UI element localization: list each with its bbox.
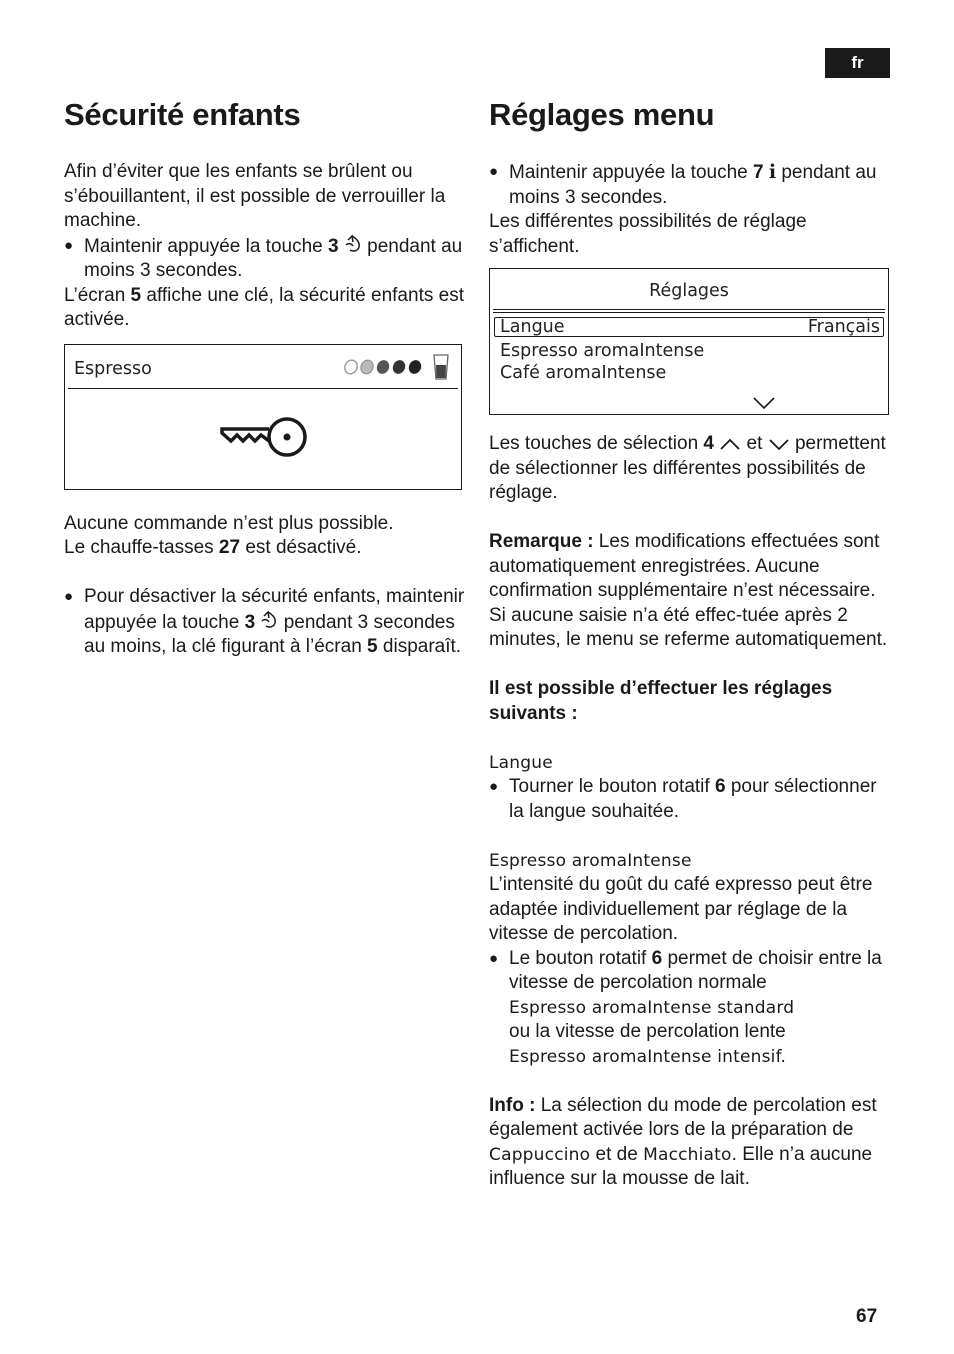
cup-warmer-text: Le chauffe-tasses 27 est désactivé. — [64, 537, 362, 558]
display-screen-settings — [489, 268, 889, 415]
chevron-down-icon — [768, 437, 790, 451]
key-icon — [219, 415, 309, 459]
left-column — [64, 96, 466, 660]
chevron-up-icon — [719, 437, 741, 451]
page-number: 67 — [856, 1306, 878, 1327]
coffee-strength-beans-icon — [343, 359, 425, 375]
display-divider — [68, 388, 458, 389]
info-paragraph: Info : La sélection du mode de percolation est également activée lors de la préparation de Cappuccino et de Macchiato. Elle n’a aucune influence sur la mousse de lait. — [489, 1094, 877, 1189]
cup-size-icon — [433, 354, 449, 380]
espresso-bullet: ● Le bouton rotatif 6 permet de choisir entre la vitesse de percolation normale Espresso aromaIntense standard ou la vitesse de percolation lente Espresso aromaIntense intensif. — [489, 947, 891, 1070]
child-safety-bullet-activate: ● Maintenir appuyée la touche 3 pendant au moins 3 secondes. — [64, 234, 466, 284]
language-code: fr — [851, 53, 864, 72]
settings-shown-text: Les différentes possibilités de réglage s’affichent. — [489, 211, 807, 257]
langue-bullet: ● Tourner le bouton rotatif 6 pour sélectionner la langue souhaitée. — [489, 775, 891, 824]
child-safety-heading: Sécurité enfants — [64, 97, 301, 132]
child-safety-intro: Afin d’éviter que les enfants se brûlent ou s’ébouillantent, il est possible de verrouiller la machine. — [64, 161, 446, 231]
remark-paragraph: Remarque : Les modifications effectuées sont automatiquement enregistrées. Aucune confirmation supplémentaire n’est nécessaire. Si aucune saisie n’a été effec-tuée après 2 minutes, le menu se referme automatiquement. — [489, 531, 888, 650]
child-safety-bullet-deactivate: ● Pour désactiver la sécurité enfants, maintenir appuyée la touche 3 pendant 3 secondes au moins, la clé figurant à l’écran 5 disparaît. — [64, 585, 466, 660]
setting-value: Français — [807, 316, 880, 337]
child-lock-button-icon — [260, 610, 278, 630]
chevron-down-icon — [752, 396, 776, 410]
selected-setting-row — [494, 317, 884, 337]
right-column — [489, 96, 891, 1192]
language-badge — [825, 48, 890, 78]
child-lock-button-icon — [344, 234, 362, 254]
selection-keys-text: Les touches de sélection 4 et permettent de sélectionner les différentes possibilités de réglage. — [489, 433, 886, 503]
langue-label: Langue — [489, 752, 553, 773]
espresso-text: L’intensité du goût du café expresso peut être adaptée individuellement par réglage de la vitesse de percolation. — [489, 874, 873, 944]
menu-bullet-open: ● Maintenir appuyée la touche 7 i pendant au moins 3 secondes. — [489, 160, 891, 210]
possible-settings-heading: Il est possible d’effectuer les réglages suivants : — [489, 678, 833, 724]
setting-row: Espresso aromaIntense — [500, 341, 705, 361]
no-command-text: Aucune commande n’est plus possible. — [64, 512, 394, 534]
info-key-glyph: i — [768, 161, 777, 183]
display-title: Espresso — [74, 358, 152, 379]
setting-name: Langue — [500, 316, 565, 337]
menu-settings-heading: Réglages menu — [489, 97, 715, 132]
display-screen-child-lock — [64, 344, 462, 490]
display-divider — [493, 309, 885, 310]
display-title: Réglages — [649, 281, 729, 301]
espresso-label: Espresso aromaIntense — [489, 850, 692, 871]
setting-row: Café aromaIntense — [500, 363, 667, 383]
screen-key-note: L’écran 5 affiche une clé, la sécurité enfants est activée. — [64, 284, 464, 330]
display-divider — [493, 312, 885, 313]
